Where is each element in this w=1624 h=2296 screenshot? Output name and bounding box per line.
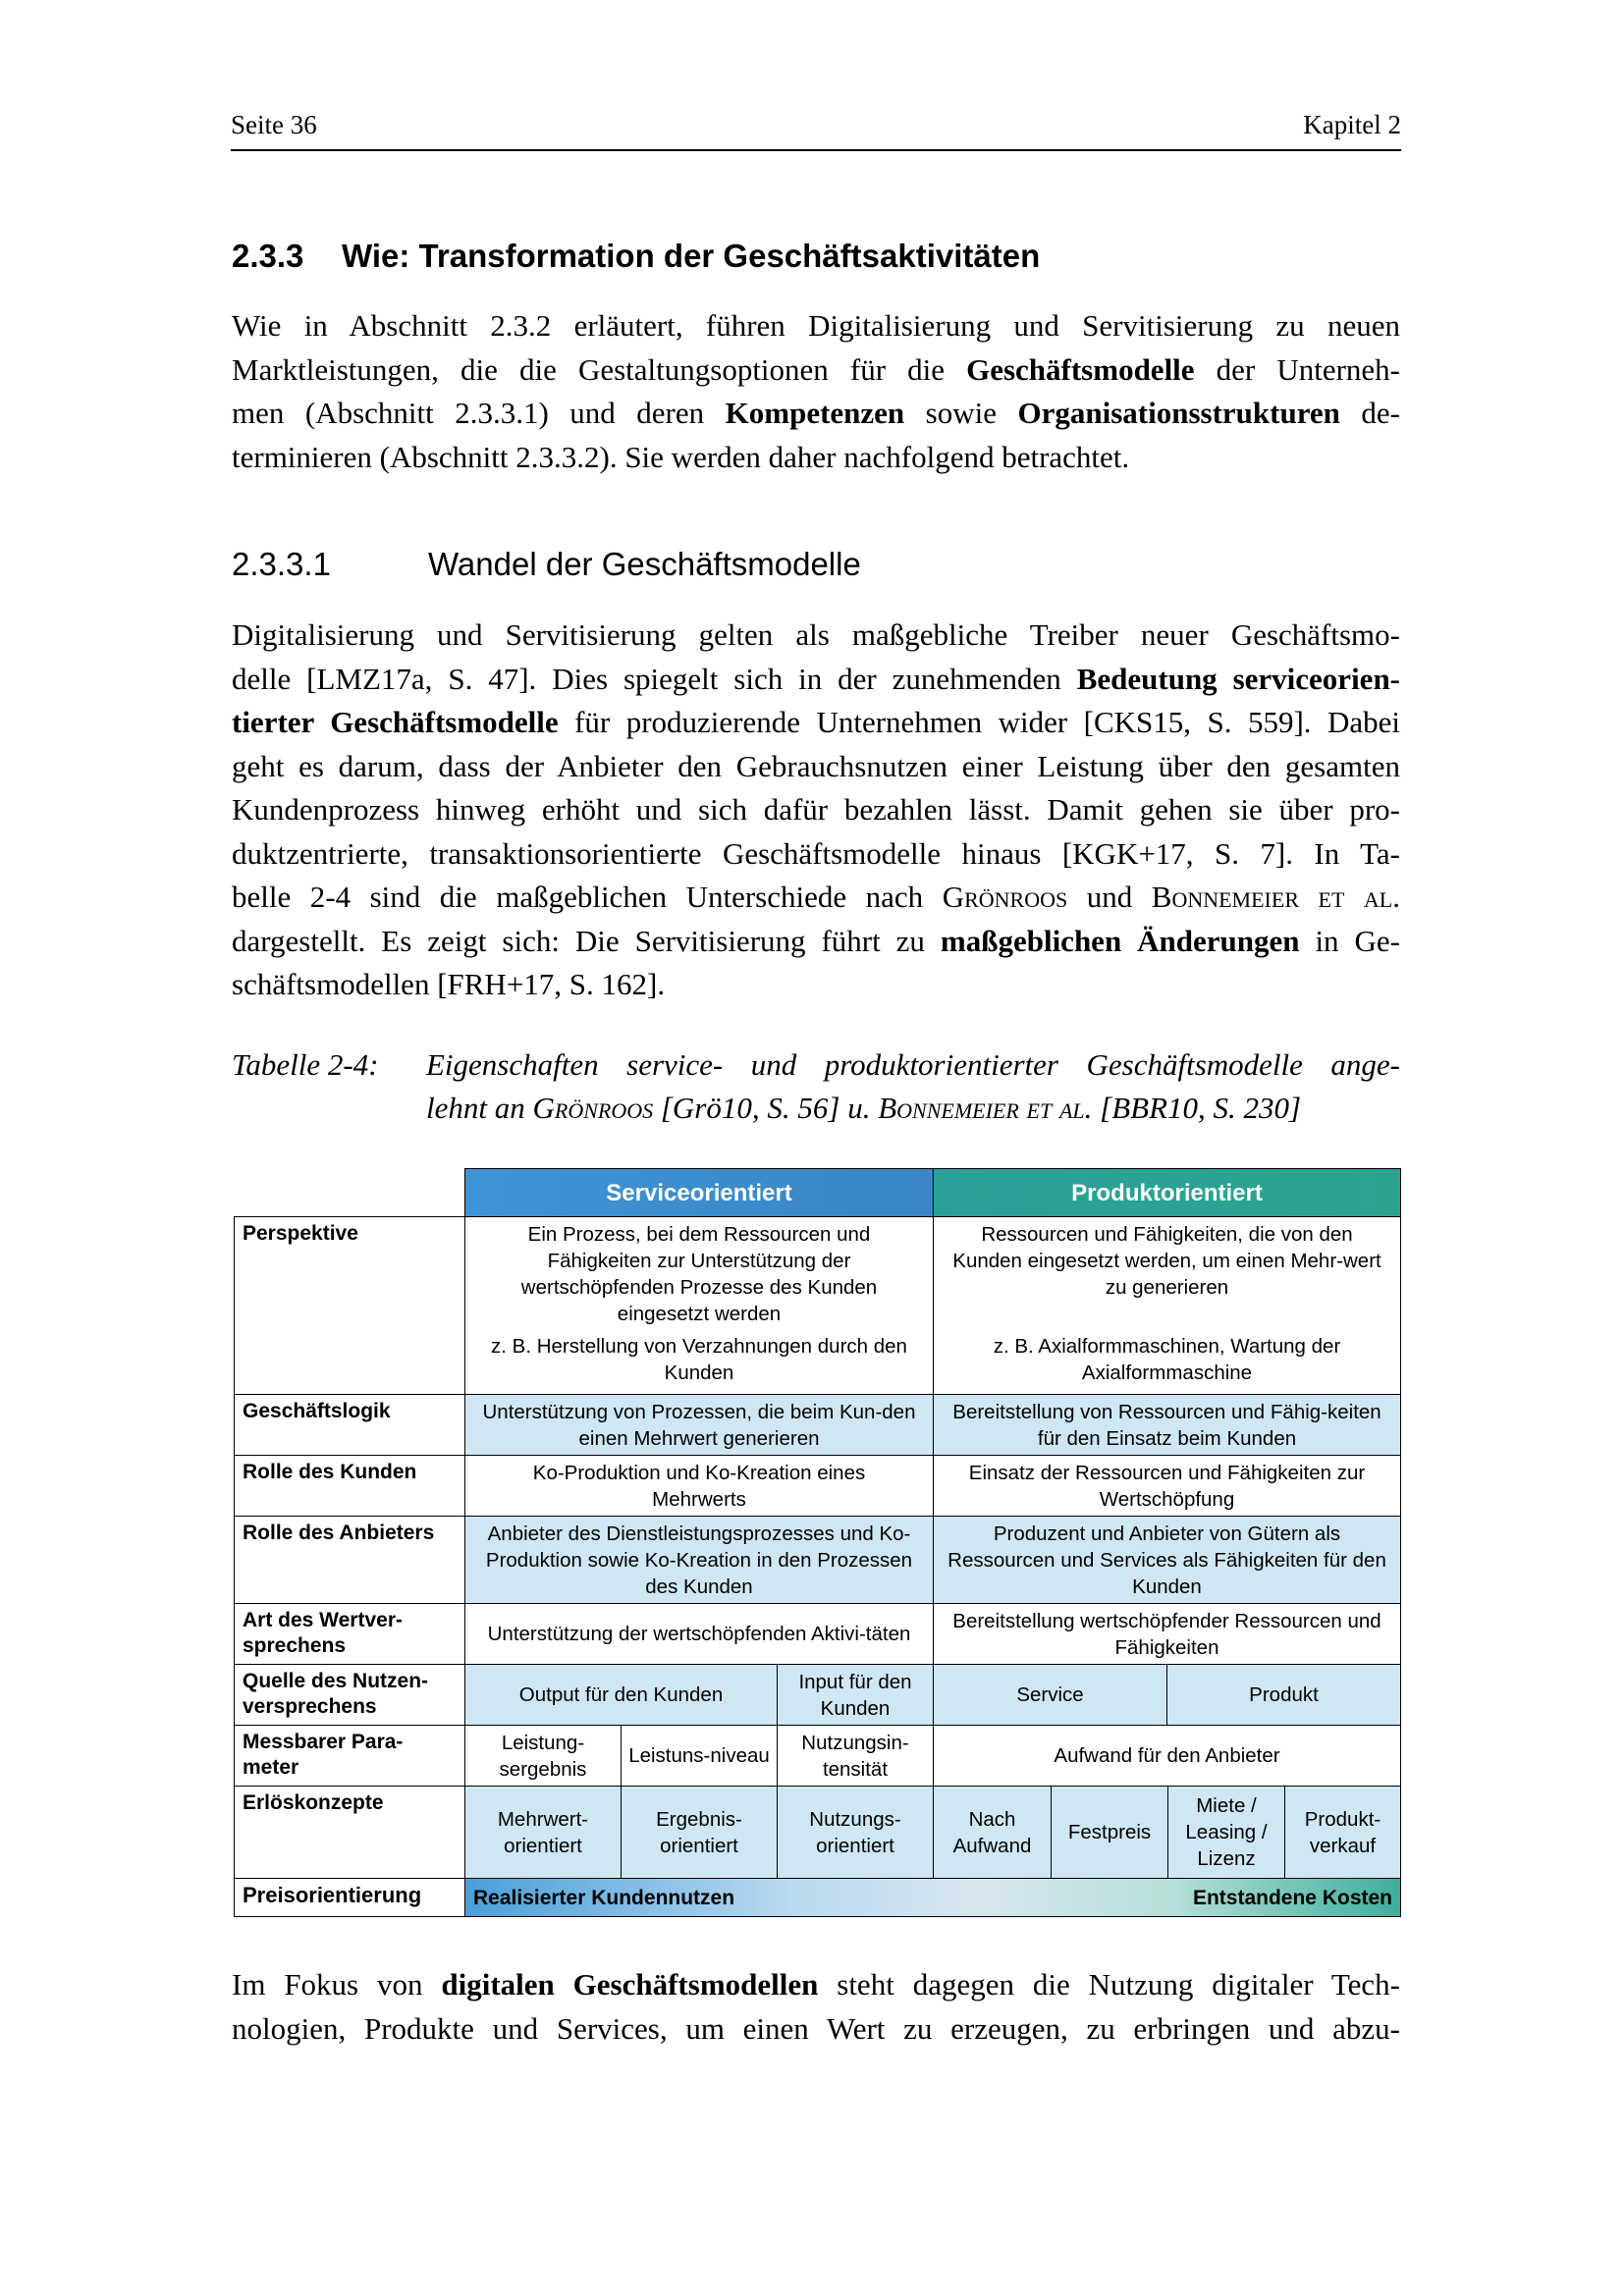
- cell-erloes-aufwand: Nach Aufwand: [933, 1786, 1052, 1879]
- header-serviceorientiert: Serviceorientiert: [464, 1168, 934, 1217]
- row-label-perspektive: Perspektive: [234, 1216, 465, 1395]
- cell-logik-product: Bereitstellung von Ressourcen und Fähig-keiten für den Einsatz beim Kunden: [933, 1394, 1401, 1456]
- row-label-erloeskonzepte: Erlöskonzepte: [234, 1786, 465, 1879]
- cell-quelle-produkt: Produkt: [1166, 1664, 1401, 1726]
- text-line: men (Abschnitt 2.3.3.1) und deren Kompetenzen sowie Organisationsstrukturen de-: [232, 396, 1400, 430]
- cell-mess-leistungsniveau: Leistuns-niveau: [621, 1725, 778, 1787]
- text-line: dargestellt. Es zeigt sich: Die Servitisierung führt zu maßgeblichen Änderungen in Ge-: [232, 923, 1400, 958]
- text-line: Marktleistungen, die die Gestaltungsoptionen für die Geschäftsmodelle der Unterneh-: [232, 351, 1400, 387]
- cell-erloes-miete: Miete / Leasing / Lizenz: [1167, 1786, 1285, 1879]
- cell-erloes-produktverkauf: Produkt-verkauf: [1284, 1786, 1401, 1879]
- subsection-title: Wandel der Geschäftsmodelle: [428, 546, 861, 582]
- cell-wert-service: Unterstützung der wertschöpfenden Aktivi-täten: [464, 1603, 934, 1665]
- caption-label: Tabelle 2-4:: [232, 1047, 379, 1082]
- row-label-preisorientierung: Preisorientierung: [234, 1878, 465, 1917]
- text-line: duktzentrierte, transaktionsorientierte Geschäftsmodelle hinaus [KGK+17, S. 7]. In Ta-: [232, 835, 1400, 871]
- text-line: Wie in Abschnitt 2.3.2 erläutert, führen Digitalisierung und Servitisierung zu neuen: [232, 308, 1400, 343]
- cell-quelle-input: Input für den Kunden: [777, 1664, 934, 1726]
- cell-perspektive-service: [464, 1216, 934, 1395]
- preis-realisierter-kundennutzen: Realisierter Kundennutzen: [473, 1886, 735, 1909]
- perspektive-product-text: Ressourcen und Fähigkeiten, die von den Kunden eingesetzt werden, um einen Mehr-wert zu generieren: [952, 1223, 1381, 1299]
- text-line: delle [LMZ17a, S. 47]. Dies spiegelt sich in der zunehmenden Bedeutung serviceorien-: [232, 661, 1401, 696]
- cell-logik-service: Unterstützung von Prozessen, die beim Kun-den einen Mehrwert generieren: [464, 1394, 934, 1456]
- perspektive-product-example: z. B. Axialformmaschinen, Wartung der Axialformmaschine: [993, 1335, 1341, 1384]
- text-line: geht es darum, dass der Anbieter den Gebrauchsnutzen einer Leistung über den gesamten: [232, 748, 1400, 783]
- row-label-geschaeftslogik: Geschäftslogik: [234, 1394, 465, 1456]
- subsection-number: 2.3.3.1: [232, 546, 331, 582]
- page-number: Seite 36: [231, 110, 317, 139]
- text-line: tierter Geschäftsmodelle für produzierende Unternehmen wider [CKS15, S. 559]. Dabei: [232, 705, 1400, 739]
- cell-quelle-service: Service: [933, 1664, 1167, 1726]
- cell-wert-product: Bereitstellung wertschöpfender Ressourcen und Fähigkeiten: [933, 1603, 1401, 1665]
- cell-anbieter-product: Produzent und Anbieter von Gütern als Ressourcen und Services als Fähigkeiten für den Kunden: [933, 1516, 1401, 1604]
- perspektive-service-example: z. B. Herstellung von Verzahnungen durch den Kunden: [491, 1335, 907, 1384]
- section-title: Wie: Transformation der Geschäftsaktivitäten: [342, 238, 1041, 274]
- cell-mess-aufwand: Aufwand für den Anbieter: [933, 1725, 1401, 1787]
- text-line: schäftsmodellen [FRH+17, S. 162].: [232, 967, 666, 1001]
- section-number: 2.3.3: [232, 238, 304, 274]
- text-line: Kundenprozess hinweg erhöht und sich dafür bezahlen lässt. Damit gehen sie über pro-: [232, 792, 1400, 827]
- perspektive-service-text: Ein Prozess, bei dem Ressourcen und Fähigkeiten zur Unterstützung der wertschöpfenden Prozesse des Kunden eingesetzt werden: [520, 1223, 878, 1325]
- cell-perspektive-product: [933, 1216, 1401, 1395]
- row-label-wertversprechen: Art des Wertver-sprechens: [234, 1603, 465, 1665]
- text-line: Digitalisierung und Servitisierung gelten als maßgebliche Treiber neuer Geschäftsmo-: [232, 617, 1400, 652]
- cell-kunde-service: Ko-Produktion und Ko-Kreation eines Mehrwerts: [464, 1455, 934, 1517]
- text-line: nologien, Produkte und Services, um einen Wert zu erzeugen, zu erbringen und abzu-: [232, 2010, 1400, 2046]
- row-label-rolle-kunden: Rolle des Kunden: [234, 1455, 465, 1517]
- text-line: terminieren (Abschnitt 2.3.3.2). Sie werden daher nachfolgend betrachtet.: [232, 439, 1130, 474]
- cell-erloes-nutzung: Nutzungs-orientiert: [777, 1786, 934, 1879]
- cell-kunde-product: Einsatz der Ressourcen und Fähigkeiten zur Wertschöpfung: [933, 1455, 1401, 1517]
- caption-line: lehnt an Grönroos [Grö10, S. 56] u. Bonnemeier et al. [BBR10, S. 230]: [426, 1091, 1302, 1125]
- cell-erloes-festpreis: Festpreis: [1051, 1786, 1168, 1879]
- caption-line: Eigenschaften service- und produktorientierter Geschäftsmodelle ange-: [426, 1047, 1400, 1082]
- price-orientation-gradient: [464, 1878, 1401, 1917]
- cell-anbieter-service: Anbieter des Dienstleistungsprozesses und Ko-Produktion sowie Ko-Kreation in den Prozessen des Kunden: [464, 1516, 934, 1604]
- cell-mess-nutzungsintensitaet: Nutzungsin-tensität: [777, 1725, 934, 1787]
- preis-entstandene-kosten: Entstandene Kosten: [1192, 1886, 1392, 1909]
- row-label-rolle-anbieters: Rolle des Anbieters: [234, 1516, 465, 1604]
- row-label-quelle: Quelle des Nutzen-versprechens: [234, 1664, 465, 1726]
- row-label-messbarer-parameter: Messbarer Para-meter: [234, 1725, 465, 1787]
- chapter-label: Kapitel 2: [1303, 110, 1401, 139]
- cell-erloes-ergebnis: Ergebnis-orientiert: [621, 1786, 778, 1879]
- cell-mess-leistungsergebnis: Leistung-sergebnis: [464, 1725, 622, 1787]
- header-produktorientiert: Produktorientiert: [933, 1168, 1401, 1217]
- cell-erloes-mehrwert: Mehrwert-orientiert: [464, 1786, 622, 1879]
- paragraph-digital: [232, 1963, 1400, 2051]
- cell-quelle-output: Output für den Kunden: [464, 1664, 778, 1726]
- text-line: Im Fokus von digitalen Geschäftsmodellen steht dagegen die Nutzung digitaler Tech-: [232, 1967, 1400, 2002]
- text-line: belle 2-4 sind die maßgeblichen Unterschiede nach Grönroos und Bonnemeier et al.: [232, 880, 1400, 914]
